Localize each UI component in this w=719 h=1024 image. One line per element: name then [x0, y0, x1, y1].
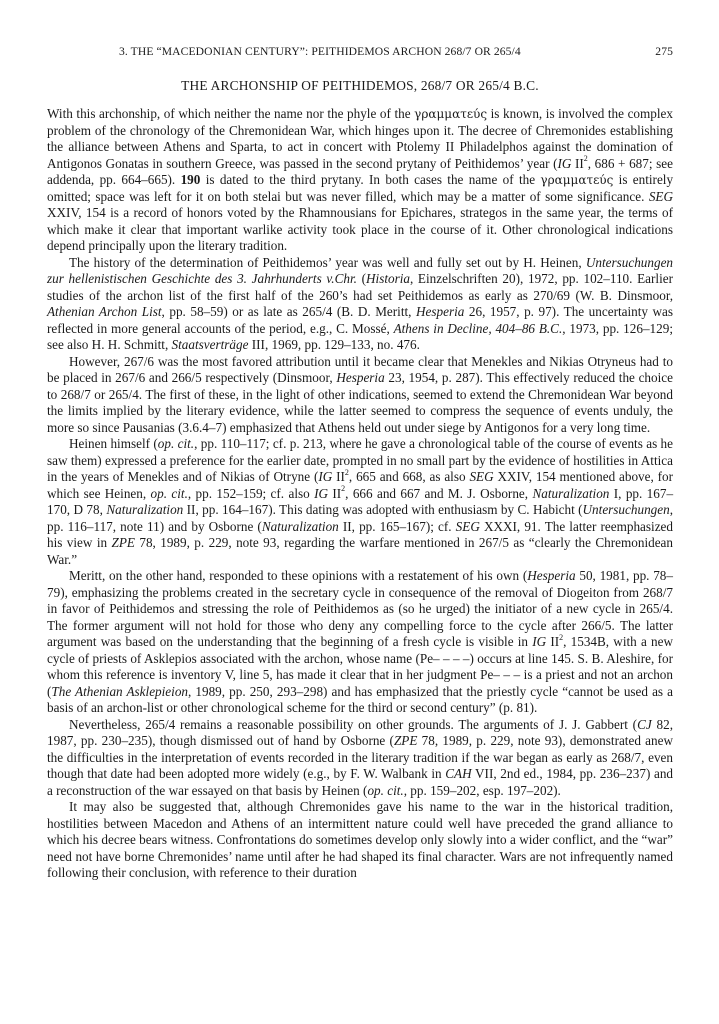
page-number: 275 [655, 45, 673, 58]
paragraph-6: Nevertheless, 265/4 remains a reasonable possibility on other grounds. The arguments of J. J. Gabbert (CJ 82, 1987, pp. 230–235), though dismissed out of hand by Osborne (ZPE 78, 1989, p. 229, note 93), demonstrated anew the difficulties in the interpretation of events recorded in the literary tradition if the war began as early as 268/7, even though that date had been adopted more widely (e.g., by F. W. Walbank in CAH VII, 2nd ed., 1984, pp. 236–237) and a reconstruction of the war essayed on that basis by Heinen (op. cit., pp. 159–202, esp. 197–202). [47, 716, 674, 798]
running-title: 3. THE “MACEDONIAN CENTURY”: PEITHIDEMOS ARCHON 268/7 OR 265/4 [119, 45, 521, 58]
running-head [47, 45, 673, 65]
paragraph-3: However, 267/6 was the most favored attribution until it became clear that Menekles and Nikias Otryneus had to be placed in 267/6 and 266/5 respectively (Dinsmoor, Hesperia 23, 1954, p. 287). This effectively reduced the choice to 268/7 or 265/4. The first of these, in the light of other indications, seemed to extend the Chremonidean War beyond the limits implied by the literary evidence, while the latter seemed to compress the sequence of events unduly, the more so since Pausanias (3.6.4–7) emphasized that Athens held out under siege by Antigonos for a very long time. [47, 353, 673, 435]
body-text [47, 106, 673, 882]
inscription-number: 190 [180, 172, 201, 187]
page [47, 45, 673, 882]
paragraph-5: Meritt, on the other hand, responded to these opinions with a restatement of his own (Hesperia 50, 1981, pp. 78–79), emphasizing the problems created in the secretary cycle in consequence of the removal of Diogeiton from 268/7 in favor of Peithidemos and stressing the role of Peithidemos as (so he urged) the initiator of a new cycle in 265/4. The former argument will not hold for those who deny any compelling force to the cycle after 266/5. The latter argument was based on the understanding that the beginning of a fresh cycle is visible in IG $II^2$, 1534B, with a new cycle of priests of Asklepios associated with the archon, whose name (Pe– – – –) occurs at line 145. S. B. Aleshire, for whom this reference is inventory V, line 5, has made it clear that in her judgment Pe– – – is a priest and not an archon (The Athenian Asklepieion, 1989, pp. 250, 293–298) and has emphasized that the priestly cycle “cannot be used as a basis of an archon-list or other chronological scheme for the third or second century” (p. 81). [47, 568, 674, 715]
paragraph-1: With this archonship, of which neither the name nor the phyle of the γραμματεύς is known, is involved the complex problem of the chronology of the Chremonidean War, which hinges upon it. The decree of Chremonides establishing the alliance between Athens and Sparta, to act in concert with Ptolemy II Philadelphos against the domination of Antigonos Gonatas in southern Greece, was passed in the second prytany of Peithidemos’ year (IG $II^2$, 686 + 687; see addenda, pp. 664–665). 190 is dated to the third prytany. In both cases the name of the γραμματεύς is entirely omitted; space was left for it on both stelai but was never filled, which may be a matter of some significance. SEG XXIV, 154 is a record of honors voted by the Rhamnousians for Epichares, strategos in the same year, the terms of which make it clear that important warlike activity took place in the course of it. Other chronological indications depend principally upon the literary tradition. [47, 106, 674, 253]
section-title: THE ARCHONSHIP OF PEITHIDEMOS, 268/7 OR 265/4 B.C. [181, 78, 539, 93]
paragraph-7: It may also be suggested that, although Chremonides gave his name to the war in the historical tradition, hostilities between Macedon and Athens of an intermittent nature could well have preceded the grand alliance to which his decree bears witness. Confrontations do sometimes develop only slowly into a wider conflict, and the “war” need not have borne Chremonides’ name until after he had shaped its final character. Wars are not infrequently named following their conclusion, with reference to their duration [47, 799, 673, 880]
paragraph-4: Heinen himself (op. cit., pp. 110–117; cf. p. 213, where he gave a chronological table of the course of events as he saw them) expressed a preference for the earlier date, prompted in no small part by the evidence of hostilities in Attica in the years of Menekles and of Nikias of Otryne (IG $II^2$, 665 and 668, as also SEG XXIV, 154 mentioned above, for which see Heinen, op. cit., pp. 152–159; cf. also IG $II^2$, 666 and 667 and M. J. Osborne, Naturalization I, pp. 167–170, D 78, Naturalization II, pp. 164–167). This dating was adopted with enthusiasm by C. Habicht (Untersuchungen, pp. 116–117, note 11) and by Osborne (Naturalization II, pp. 165–167); cf. SEG XXXI, 91. The latter reemphasized his view in ZPE 78, 1989, p. 229, note 93, regarding the warfare mentioned in 267/5 as “clearly the Chremonidean War.” [47, 436, 674, 567]
paragraph-2: The history of the determination of Peithidemos’ year was well and fully set out by H. Heinen, Untersuchungen zur hellenistischen Geschichte des 3. Jahrhunderts v.Chr. (Historia, Einzelschriften 20), 1972, pp. 102–110. Earlier studies of the archon list of the first half of the 260’s had set Peithidemos as early as 270/69 (W. B. Dinsmoor, Athenian Archon List, pp. 58–59) or as late as 265/4 (B. D. Meritt, Hesperia 26, 1957, p. 97). The uncertainty was reflected in more general accounts of the period, e.g., C. Mossé, Athens in Decline, 404–86 B.C., 1973, pp. 126–129; see also H. H. Schmitt, Staatsverträge III, 1969, pp. 129–133, no. 476. [47, 254, 674, 352]
greek-word: γραμματεύς [414, 107, 488, 121]
greek-word: γραμματεύς [540, 173, 614, 187]
